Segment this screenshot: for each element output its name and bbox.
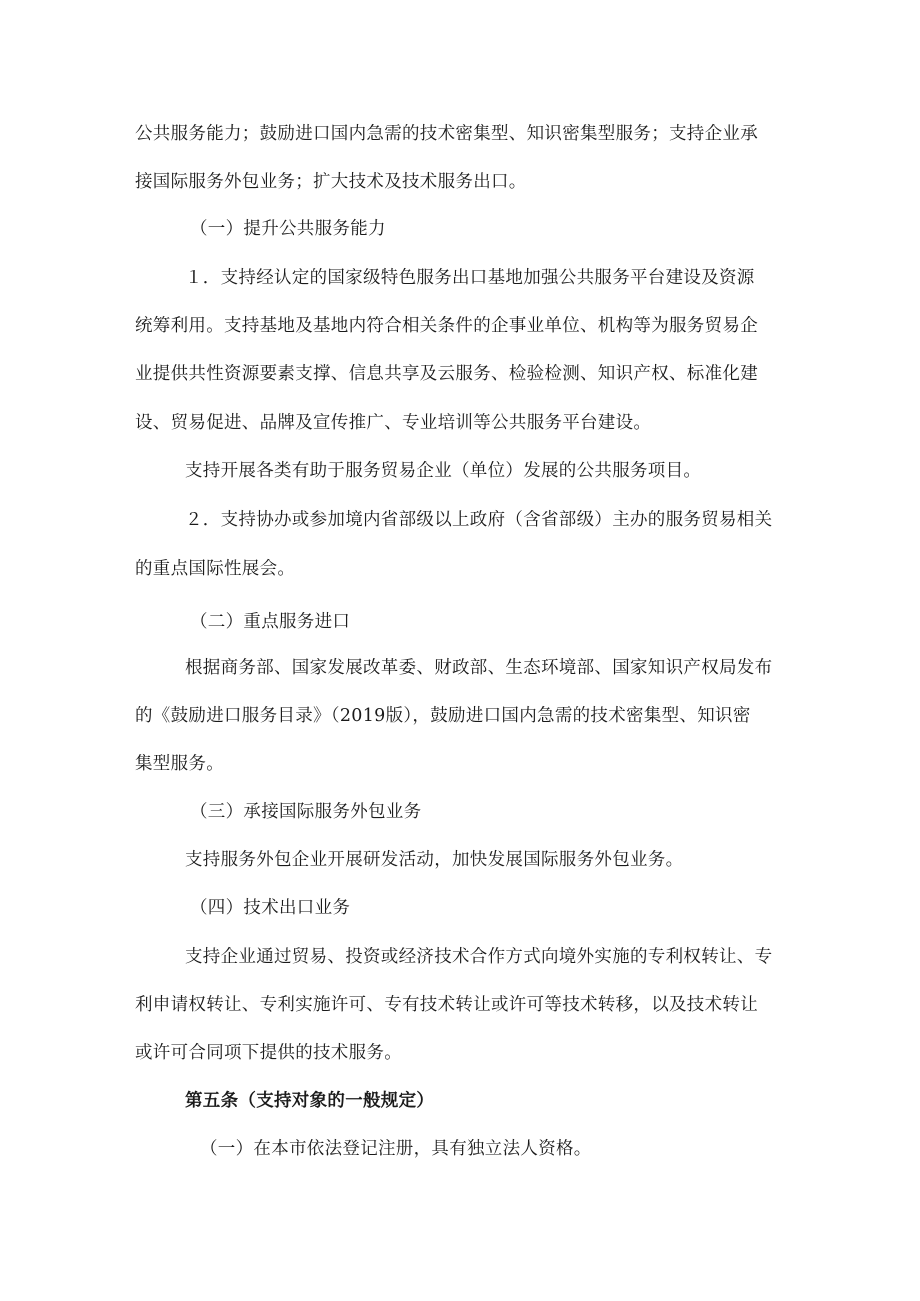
import-paragraph-line-3: 集型服务。 (135, 754, 224, 774)
article-five-heading: 第五条（支持对象的一般规定） (185, 1091, 435, 1111)
item-1-line-1: １．支持经认定的国家级特色服务出口基地加强公共服务平台建设及资源 (185, 268, 755, 288)
tech-export-line-1: 支持企业通过贸易、投资或经济技术合作方式向境外实施的专利权转让、专 (185, 947, 773, 967)
item-2-line-1: ２．支持协办或参加境内省部级以上政府（含省部级）主办的服务贸易相关 (185, 510, 773, 530)
section-heading-1: （一）提升公共服务能力 (190, 219, 386, 239)
item-1-line-3: 业提供共性资源要素支撑、信息共享及云服务、检验检测、知识产权、标准化建 (135, 364, 758, 384)
body-line-2: 接国际服务外包业务；扩大技术及技术服务出口。 (135, 172, 527, 192)
tech-export-line-3: 或许可合同项下提供的技术服务。 (135, 1043, 402, 1063)
import-paragraph-line-2: 的《鼓励进口服务目录》（2019版），鼓励进口国内急需的技术密集型、知识密 (135, 706, 751, 726)
section-heading-3: （三）承接国际服务外包业务 (190, 802, 422, 822)
item-1-line-4: 设、贸易促进、品牌及宣传推广、专业培训等公共服务平台建设。 (135, 413, 652, 433)
section-heading-2: （二）重点服务进口 (190, 612, 351, 632)
tech-export-line-2: 利申请权转让、专利实施许可、专有技术转让或许可等技术转移，以及技术转让 (135, 995, 758, 1015)
item-2-line-2: 的重点国际性展会。 (135, 559, 296, 579)
item-1-line-2: 统筹利用。支持基地及基地内符合相关条件的企事业单位、机构等为服务贸易企 (135, 316, 758, 336)
paragraph-public-service: 支持开展各类有助于服务贸易企业（单位）发展的公共服务项目。 (185, 461, 702, 481)
import-paragraph-line-1: 根据商务部、国家发展改革委、财政部、生态环境部、国家知识产权局发布 (185, 658, 773, 678)
section-heading-4: （四）技术出口业务 (190, 898, 351, 918)
article-five-item-1: （一）在本市依法登记注册，具有独立法人资格。 (200, 1139, 592, 1159)
body-line-1: 公共服务能力；鼓励进口国内急需的技术密集型、知识密集型服务；支持企业承 (135, 124, 758, 144)
outsourcing-paragraph: 支持服务外包企业开展研发活动，加快发展国际服务外包业务。 (185, 850, 684, 870)
